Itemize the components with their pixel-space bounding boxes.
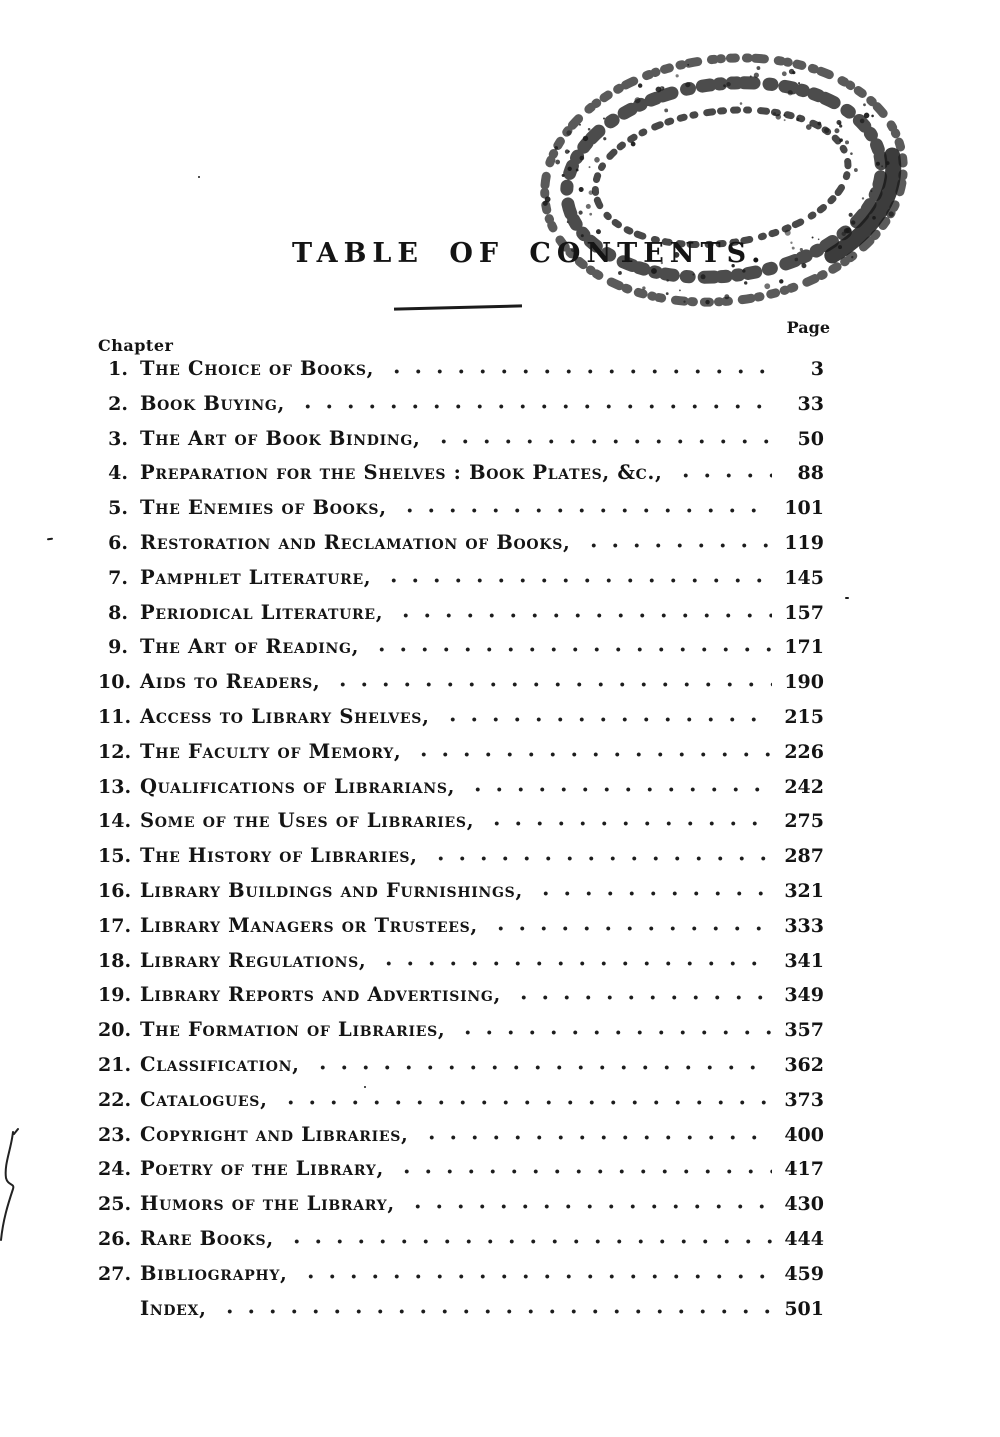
dot-leader (482, 909, 772, 944)
dot-leader (378, 352, 772, 387)
entry-title: Catalogues, (140, 1087, 268, 1111)
toc-row (98, 1187, 824, 1222)
entry-title: Copyright and Libraries, (140, 1122, 409, 1146)
entry-page-number: 444 (784, 1227, 824, 1250)
dot-leader (575, 526, 773, 561)
chapter-number: 6. (108, 531, 128, 554)
toc-row (98, 1292, 824, 1327)
toc-row (98, 1118, 824, 1153)
entry-page-number: 215 (784, 705, 824, 728)
entry-title: Qualifications of Librarians, (140, 774, 456, 798)
entry-page-number: 33 (797, 392, 824, 415)
chapter-number: 21. (98, 1053, 132, 1076)
dot-leader (413, 1118, 772, 1153)
chapter-number: 24. (98, 1158, 132, 1181)
entry-page-number: 430 (784, 1193, 824, 1216)
toc-row (98, 735, 824, 770)
toc-row (98, 944, 824, 979)
entry-page-number: 417 (784, 1158, 824, 1181)
chapter-number: 15. (98, 845, 132, 868)
chapter-number: 9. (108, 636, 128, 659)
ink-speck (198, 176, 200, 178)
entry-title: The Faculty of Memory, (140, 739, 402, 763)
entry-title: Book Buying, (140, 391, 286, 415)
toc-row (98, 456, 824, 491)
entry-title: Library Managers or Trustees, (140, 913, 478, 937)
dot-leader (422, 839, 772, 874)
entry-title: Rare Books, (140, 1226, 274, 1250)
page-title: TABLE OF CONTENTS. (292, 238, 767, 269)
toc-row (98, 1048, 824, 1083)
dot-leader (391, 491, 772, 526)
entry-page-number: 242 (784, 775, 824, 798)
toc-row (98, 1257, 824, 1292)
ink-speck (47, 538, 53, 541)
dot-leader (211, 1292, 772, 1327)
chapter-number: 7. (108, 566, 128, 589)
chapter-number: 1. (108, 358, 128, 380)
toc-row (98, 770, 824, 805)
chapter-number: 14. (98, 810, 132, 833)
entry-page-number: 321 (784, 879, 824, 902)
chapter-number: 3. (108, 427, 128, 450)
dot-leader (399, 1187, 772, 1222)
toc-row (98, 561, 824, 596)
toc-row (98, 1222, 824, 1257)
entry-page-number: 459 (784, 1262, 824, 1285)
toc-row (98, 630, 824, 665)
toc-row (98, 352, 824, 387)
entry-page-number: 287 (784, 845, 824, 868)
toc-row (98, 978, 824, 1013)
entry-page-number: 400 (784, 1123, 824, 1146)
dot-leader (505, 978, 772, 1013)
dot-leader (278, 1222, 772, 1257)
toc-row (98, 526, 824, 561)
dot-leader (388, 1152, 772, 1187)
chapter-number: 23. (98, 1123, 132, 1146)
toc-row (98, 874, 824, 909)
chapter-number: 26. (98, 1227, 132, 1250)
entry-title: Humors of the Library, (140, 1192, 395, 1216)
chapter-number: 22. (98, 1088, 132, 1111)
dot-leader (324, 665, 772, 700)
chapter-number: 27. (98, 1262, 132, 1285)
chapter-number: 10. (98, 671, 132, 694)
entry-title: Preparation for the Shelves : Book Plates, &c., (140, 461, 663, 485)
entry-page-number: 145 (784, 566, 824, 589)
chapter-number: 5. (108, 497, 128, 520)
toc-row (98, 700, 824, 735)
chapter-number: 25. (98, 1193, 132, 1216)
entry-page-number: 157 (784, 601, 824, 624)
entry-page-number: 119 (784, 531, 824, 554)
entry-page-number: 357 (784, 1019, 824, 1042)
entry-page-number: 190 (784, 671, 824, 694)
toc-row (98, 387, 824, 422)
entry-title: The Choice of Books, (140, 357, 375, 380)
entry-title: Classification, (140, 1052, 300, 1076)
entry-page-number: 275 (784, 810, 824, 833)
toc-row (98, 1083, 824, 1118)
chapter-number: 18. (98, 949, 132, 972)
entry-title: Aids to Readers, (140, 670, 321, 694)
entry-title: Bibliography, (140, 1261, 288, 1285)
entry-title: The Enemies of Books, (140, 496, 387, 520)
chapter-number: 19. (98, 984, 132, 1007)
library-stamp-icon (528, 44, 920, 318)
entry-page-number: 50 (797, 427, 824, 450)
dot-leader (272, 1083, 772, 1118)
entry-title: Library Buildings and Furnishings, (140, 878, 523, 902)
chapter-number: 13. (98, 775, 132, 798)
dot-leader (405, 735, 772, 770)
dot-leader (459, 770, 772, 805)
toc-row (98, 804, 824, 839)
entry-title: The Formation of Libraries, (140, 1018, 446, 1042)
entry-page-number: 88 (797, 462, 824, 485)
chapter-number: 16. (98, 879, 132, 902)
dot-leader (387, 596, 772, 631)
chapter-number: 17. (98, 914, 132, 937)
ink-speck (845, 597, 849, 599)
chapter-number: 2. (108, 392, 128, 415)
toc-row (98, 665, 824, 700)
entry-page-number: 3 (810, 358, 824, 380)
dot-leader (289, 387, 772, 422)
entry-title: Library Reports and Advertising, (140, 983, 501, 1007)
dot-leader (375, 561, 772, 596)
chapter-number: 12. (98, 740, 132, 763)
table-of-contents (98, 352, 824, 1326)
chapter-number: 11. (98, 705, 132, 728)
toc-row (98, 1152, 824, 1187)
dot-leader (292, 1257, 772, 1292)
chapter-number: 8. (108, 601, 128, 624)
entry-title: Restoration and Reclamation of Books, (140, 530, 571, 554)
chapter-number: 20. (98, 1019, 132, 1042)
entry-page-number: 349 (784, 984, 824, 1007)
entry-title: Periodical Literature, (140, 600, 384, 624)
entry-page-number: 333 (784, 914, 824, 937)
toc-row (98, 491, 824, 526)
toc-row (98, 839, 824, 874)
toc-row (98, 909, 824, 944)
toc-row (98, 1013, 824, 1048)
entry-title: Library Regulations, (140, 948, 367, 972)
dot-leader (449, 1013, 772, 1048)
chapter-number (98, 1292, 128, 1327)
chapter-number: 4. (108, 462, 128, 485)
dot-leader (667, 456, 772, 491)
dot-leader (434, 700, 772, 735)
entry-title: Index, (140, 1296, 207, 1320)
toc-row (98, 422, 824, 457)
dot-leader (527, 874, 772, 909)
ink-speck (364, 1086, 366, 1088)
dot-leader (363, 630, 772, 665)
entry-title: Pamphlet Literature, (140, 565, 372, 589)
entry-title: The Art of Book Binding, (140, 426, 421, 450)
entry-page-number: 501 (784, 1297, 824, 1320)
entry-title: Some of the Uses of Libraries, (140, 809, 475, 833)
entry-title: The History of Libraries, (140, 844, 418, 868)
entry-page-number: 171 (784, 636, 824, 659)
dot-leader (304, 1048, 772, 1083)
entry-page-number: 362 (784, 1053, 824, 1076)
dot-leader (425, 422, 772, 457)
entry-page-number: 101 (784, 497, 824, 520)
dot-leader (478, 804, 772, 839)
margin-pen-mark (0, 1126, 24, 1244)
entry-title: Access to Library Shelves, (140, 704, 430, 728)
entry-title: Poetry of the Library, (140, 1157, 384, 1181)
dot-leader (370, 944, 772, 979)
chapter-column-header: Chapter (98, 336, 174, 355)
page-column-header: Page (786, 318, 830, 337)
entry-page-number: 226 (784, 740, 824, 763)
entry-page-number: 373 (784, 1088, 824, 1111)
entry-page-number: 341 (784, 949, 824, 972)
title-rule (394, 304, 522, 310)
entry-title: The Art of Reading, (140, 635, 360, 659)
toc-row (98, 596, 824, 631)
